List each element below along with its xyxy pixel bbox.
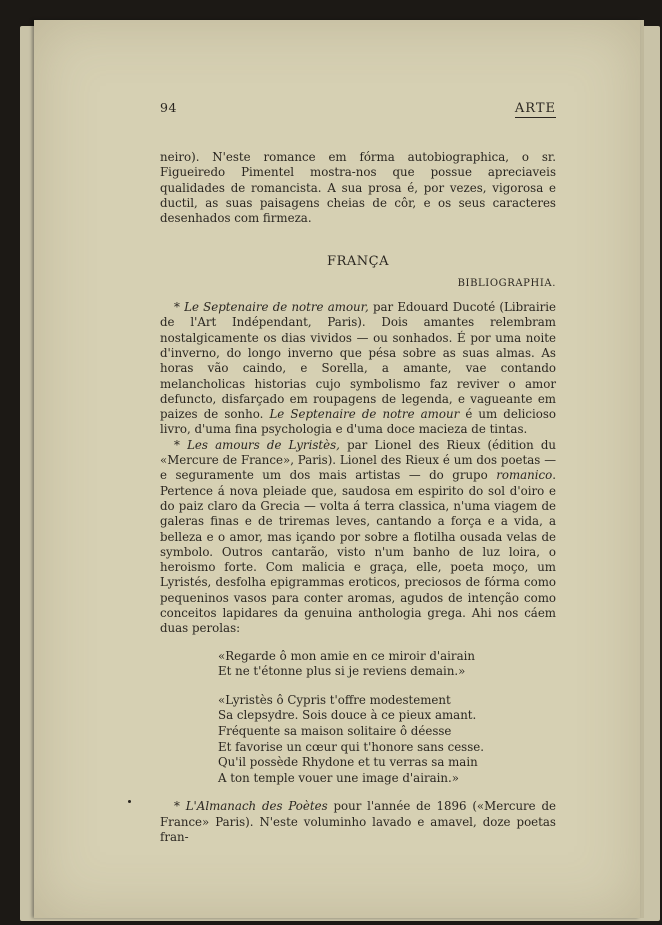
entry-star: *: [174, 300, 180, 315]
verse-line: Et favorise un cœur qui t'honore sans cesse.: [218, 739, 485, 754]
verse-line: «Regarde ô mon amie en ce miroir d'airain: [218, 648, 475, 663]
entry-title: Le Septenaire de notre amour,: [184, 300, 369, 315]
verse-line: Qu'il possède Rhydone et tu verras sa main: [218, 755, 478, 770]
entry-title: L'Almanach des Poètes: [185, 799, 328, 814]
bibliography-entry-2: [160, 438, 556, 637]
bibliography-entry-3: [160, 799, 556, 845]
verse-line: «Lyristès ô Cypris t'offre modestement: [218, 692, 451, 707]
page-content: [160, 100, 556, 845]
verse-line: A ton temple vouer une image d'airain.»: [218, 770, 459, 785]
entry-text: par Edouard Ducoté (Librairie de l'Art Indépendant, Paris). Dois amantes relembram nostalgicamente os dias vividos — ou sonhados. É por uma noite d'inverno, do longo inverno que pésa sobre as suas almas. As horas vão caindo, e Sorella, a amante, vae contando melancholicas historias cujo symbolismo faz reviver o amor defuncto, disfarçado em roupagens de legenda, e vagueante em paizes de sonho.: [160, 300, 556, 422]
running-title: ARTE: [515, 101, 556, 118]
entry-text: par Lionel des Rieux (édition du «Mercure de France», Paris). Lionel des Rieux é um dos poetas — e seguramente um dos mais artistas — do grupo: [160, 437, 557, 483]
poem-2: [218, 693, 556, 787]
page-number: 94: [160, 100, 177, 115]
entry-star: *: [174, 437, 180, 452]
entry-group: romanico: [496, 468, 553, 483]
section-title: FRANÇA: [327, 254, 389, 270]
entry-title-repeat: Le Septenaire de notre amour: [269, 407, 460, 422]
opening-paragraph: neiro). N'este romance em fórma autobiographica, o sr. Figueiredo Pimentel mostra-nos que possue apreciaveis qualidades de romancista. A sua prosa é, por vezes, vigorosa e ductil, as suas paisagens cheias de côr, e os seus caracteres desenhados com firmeza.: [160, 150, 556, 226]
running-head: [160, 100, 556, 122]
entry-text-tail: é um delicioso livro, d'uma fina psychologia e d'uma doce macieza de tintas.: [160, 407, 557, 437]
subsection-title: BIBLIOGRAPHIA.: [457, 277, 556, 289]
verse-line: Et ne t'étonne plus si je reviens demain.»: [218, 664, 466, 679]
entry-star: *: [174, 799, 180, 814]
entry-title: Les amours de Lyristès,: [187, 437, 340, 452]
ink-speck: [128, 800, 131, 803]
entry-text-continued: . Pertence á nova pleiade que, saudosa em espirito do sol d'oiro e do paiz claro da Grecia — volta á terra classica, n'uma viagem de galeras finas e de triremas leves, cantando a força e a vida, a belleza e o amor, mas içando por sobre a flotilha ousada velas de symbolo. Outros cantarão, visto n'um banho de luz loira, o heroismo forte. Com malicia e graça, elle, poeta moço, um Lyristés, desfolha epigrammas eroticos, preciosos de fórma como pequeninos vasos para conter aromas, agudos de intenção como conceitos lapidares da genuina anthologia grega. Ahi nos cáem duas perolas:: [160, 468, 556, 636]
verse-line: Fréquente sa maison solitaire ô déesse: [218, 723, 452, 738]
poem-1: [218, 649, 556, 680]
verse-line: Sa clepsydre. Sois douce à ce pieux amant.: [218, 708, 477, 723]
verse-block: [218, 649, 556, 787]
bibliography-entry-1: [160, 300, 556, 438]
entry-text: pour l'année de 1896 («Mercure de France» Paris). N'este voluminho lavado e amavel, doze poetas fran-: [160, 799, 556, 844]
